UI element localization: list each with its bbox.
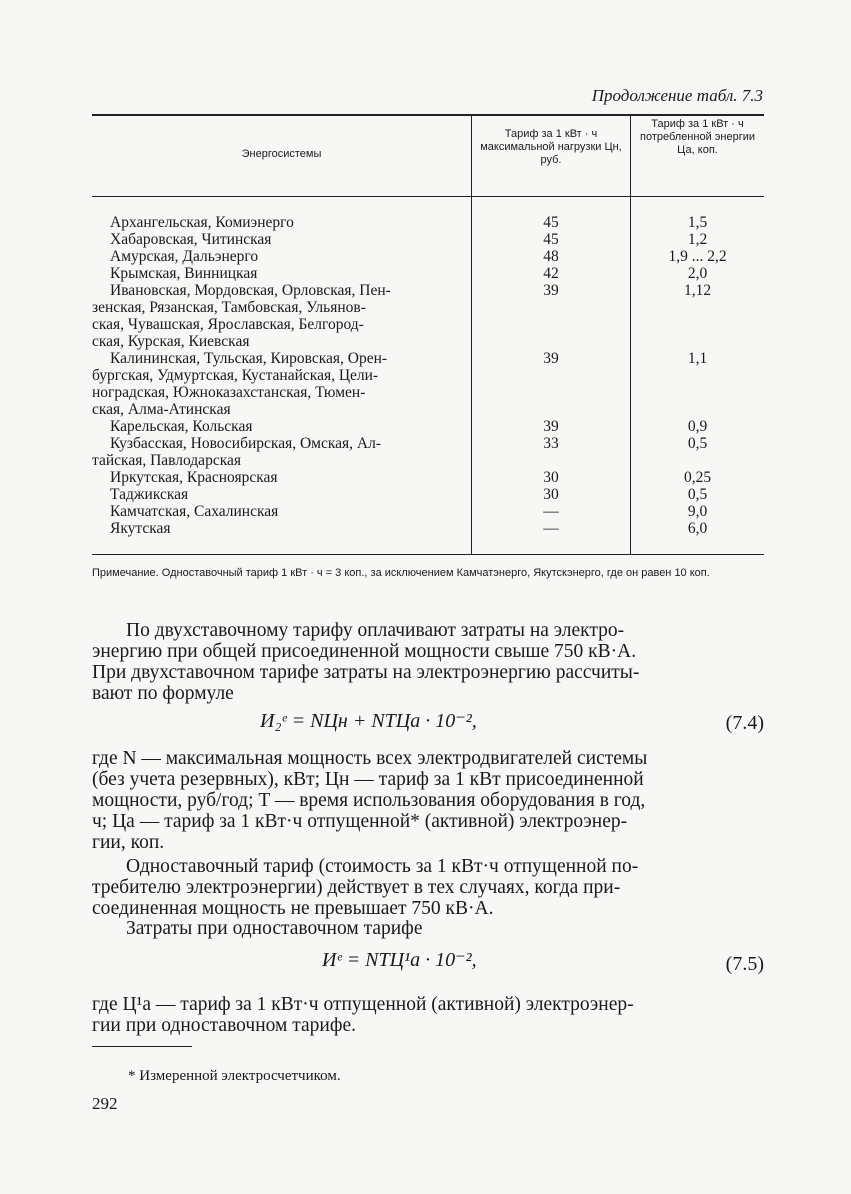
- energy-tariff: 1,5: [687, 214, 708, 231]
- text-line: энергию при общей присоединенной мощности свыше 750 кВ·А.: [92, 641, 637, 662]
- energy-system-name-line: Якутская: [110, 520, 171, 537]
- footnote: * Измеренной электросчетчиком.: [128, 1068, 341, 1084]
- max-load-tariff: 39: [543, 282, 559, 299]
- text-line: (без учета резервных), кВт; Цн — тариф за 1 кВт присоединенной: [92, 769, 644, 790]
- energy-system-name-line: зенская, Рязанская, Тамбовская, Ульянов-: [92, 299, 366, 316]
- energy-system-name: [110, 214, 460, 231]
- energy-system-name-line: Кузбасская, Новосибирская, Омская, Ал-: [110, 435, 381, 452]
- energy-tariff: 0,9: [687, 418, 708, 435]
- text-line: вают по формуле: [92, 683, 234, 704]
- max-load-tariff: 48: [543, 248, 559, 265]
- energy-system-name-line: бургская, Удмуртская, Кустанайская, Цели-: [92, 367, 379, 384]
- header-systems: Энергосистемы: [241, 148, 322, 160]
- max-load-tariff: 39: [543, 418, 559, 435]
- energy-system-name-line: Таджикская: [110, 486, 189, 503]
- energy-system-name: [92, 282, 460, 350]
- energy-system-name-line: ская, Курская, Киевская: [92, 333, 250, 350]
- text-line: По двухставочному тарифу оплачивают затраты на электро-: [126, 620, 625, 641]
- energy-system-name-line: Ивановская, Мордовская, Орловская, Пен-: [110, 282, 391, 299]
- text-line: При двухставочном тарифе затраты на электроэнергию рассчиты-: [92, 662, 640, 683]
- table-note: Примечание. Одноставочный тариф 1 кВт · ч = 3 коп., за исключением Камчатэнерго, Якутскэнерго, где он равен 10 коп.: [92, 567, 710, 579]
- paragraph-one-rate-definition: [92, 994, 764, 1036]
- energy-system-name: [110, 231, 460, 248]
- energy-system-name-line: ская, Чувашская, Ярославская, Белгород-: [92, 316, 364, 333]
- formula-7-5-number: (7.5): [725, 953, 764, 975]
- max-load-tariff: —: [543, 503, 559, 520]
- max-load-tariff: 42: [543, 265, 559, 282]
- text-line: гии, коп.: [92, 832, 165, 853]
- max-load-tariff: 30: [543, 469, 559, 486]
- energy-tariff: 6,0: [687, 520, 708, 537]
- energy-system-name-line: Амурская, Дальэнерго: [110, 248, 259, 265]
- formula-7-5: [92, 947, 764, 977]
- max-load-tariff: 33: [543, 435, 559, 452]
- table-bottom-rule: [92, 554, 764, 555]
- energy-tariff: 0,5: [687, 435, 708, 452]
- footnote-rule: [92, 1046, 192, 1047]
- energy-tariff: 1,1: [687, 350, 708, 367]
- energy-system-name-line: ноградская, Южноказахстанская, Тюмен-: [92, 384, 366, 401]
- max-load-tariff: 30: [543, 486, 559, 503]
- energy-system-name-line: Камчатская, Сахалинская: [110, 503, 279, 520]
- energy-system-name-line: ская, Алма-Атинская: [92, 401, 231, 418]
- energy-system-name: [110, 486, 460, 503]
- max-load-tariff: 45: [543, 231, 559, 248]
- paragraph-two-rate-tariff: [92, 620, 764, 704]
- energy-system-name-line: Архангельская, Комиэнерго: [110, 214, 294, 231]
- energy-tariff: 9,0: [687, 503, 708, 520]
- max-load-tariff: —: [543, 520, 559, 537]
- text-line: мощности, руб/год; T — время использования оборудования в год,: [92, 790, 646, 811]
- energy-system-name-line: Крымская, Винницкая: [110, 265, 258, 282]
- energy-tariff: 2,0: [687, 265, 708, 282]
- header-act-tariff: Тариф за 1 кВт · ч потребленной энергии Ца, коп.: [639, 118, 756, 156]
- energy-tariff: 1,2: [687, 231, 708, 248]
- energy-system-name-line: Хабаровская, Читинская: [110, 231, 272, 248]
- text-line: Одноставочный тариф (стоимость за 1 кВт·ч отпущенной по-: [126, 856, 639, 877]
- energy-system-name: [110, 520, 460, 537]
- paragraph-one-rate-tariff: [92, 856, 764, 919]
- energy-system-name: [92, 435, 460, 469]
- text-line: где N — максимальная мощность всех электродвигателей системы: [92, 748, 648, 769]
- table-continuation-caption: Продолжение табл. 7.3: [591, 86, 763, 105]
- energy-tariff: 0,5: [687, 486, 708, 503]
- formula-7-5-expression: Иᵉ = NTЦ¹а · 10⁻²,: [322, 949, 477, 971]
- text-line: ч; Ца — тариф за 1 кВт·ч отпущенной* (активной) электроэнер-: [92, 811, 628, 832]
- table-top-rule: [92, 114, 764, 116]
- text-line: гии при одноставочном тарифе.: [92, 1015, 357, 1036]
- energy-system-name: [110, 469, 460, 486]
- max-load-tariff: 39: [543, 350, 559, 367]
- energy-system-name: [110, 265, 460, 282]
- text-line: Затраты при одноставочном тарифе: [126, 918, 423, 939]
- energy-tariff: 0,25: [683, 469, 712, 486]
- energy-system-name: [110, 503, 460, 520]
- text-line: где Ц¹а — тариф за 1 кВт·ч отпущенной (активной) электроэнер-: [92, 994, 634, 1015]
- energy-system-name-line: Карельская, Кольская: [110, 418, 253, 435]
- energy-system-name-line: тайская, Павлодарская: [92, 452, 241, 469]
- table-header-rule: [92, 196, 764, 197]
- paragraph-variables: [92, 748, 764, 853]
- energy-system-name-line: Иркутская, Красноярская: [110, 469, 278, 486]
- energy-system-name: [110, 418, 460, 435]
- formula-7-4: [92, 708, 764, 738]
- page-number: 292: [92, 1094, 118, 1113]
- text-line: соединенная мощность не превышает 750 кВ·А.: [92, 898, 494, 919]
- energy-tariff: 1,9 ... 2,2: [668, 248, 727, 265]
- energy-system-name-line: Калининская, Тульская, Кировская, Орен-: [110, 350, 388, 367]
- formula-7-4-number: (7.4): [725, 712, 764, 734]
- energy-system-name: [92, 350, 460, 418]
- formula-7-4-expression: И₂ᵉ = NЦн + NTЦа · 10⁻²,: [260, 710, 477, 732]
- max-load-tariff: 45: [543, 214, 559, 231]
- energy-tariff: 1,12: [683, 282, 712, 299]
- header-max-tariff: Тариф за 1 кВт · ч максимальной нагрузки Цн, руб.: [480, 128, 622, 166]
- paragraph-one-rate-costs: [92, 918, 764, 939]
- energy-system-name: [110, 248, 460, 265]
- tariff-table: [92, 114, 764, 556]
- text-line: требителю электроэнергии) действует в тех случаях, когда при-: [92, 877, 621, 898]
